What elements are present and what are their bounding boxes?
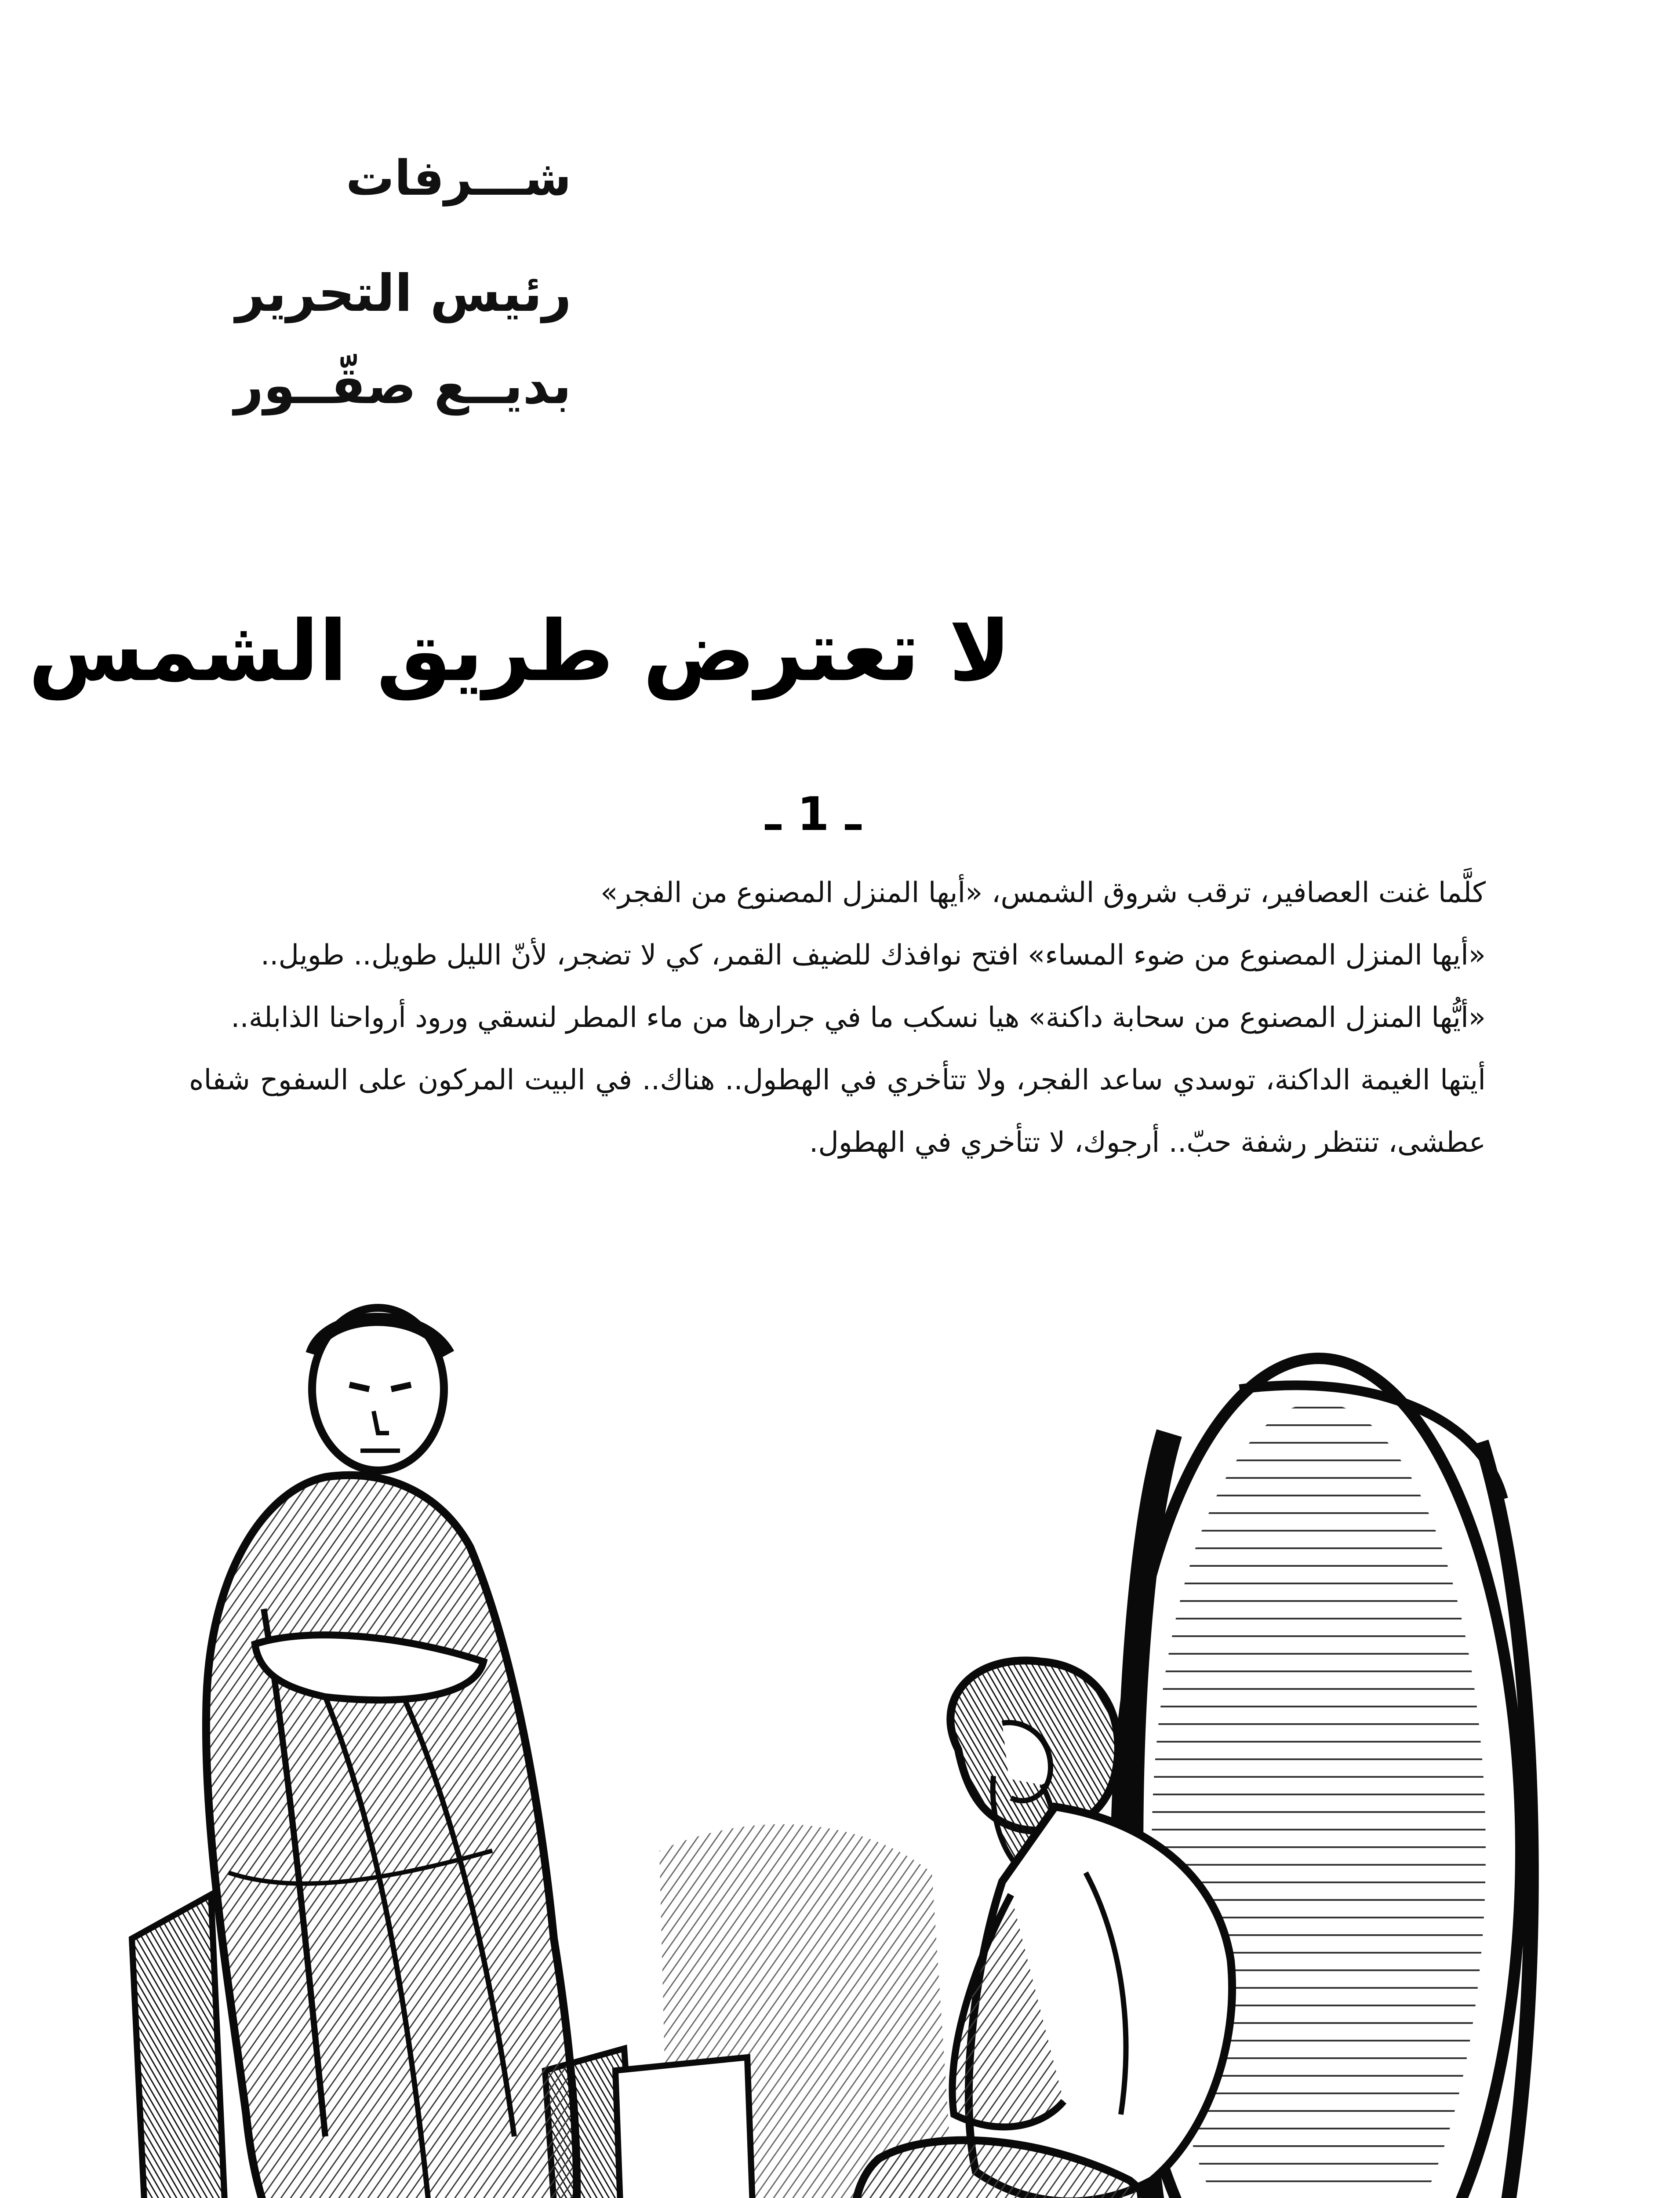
stone-block bbox=[615, 2057, 756, 2198]
article-title: لا تعترض طريق الشمس bbox=[28, 603, 1011, 700]
paragraph: «أيها المنزل المصنوع من ضوء المساء» افتح نوافذك للضيف القمر، كي لا تضجر، لأنّ الليل طويل.. طويل.. bbox=[260, 939, 1486, 972]
paragraph: أيتها الغيمة الداكنة، توسدي ساعد الفجر، ولا تتأخري في الهطول.. هناك.. في البيت المركون على السفوح شفاه عطشى، تنتظر رشفة حبّ.. أرجوك، لا تتأخري في الهطول. bbox=[189, 1064, 1486, 1159]
editor-role: رئيس التحرير bbox=[235, 264, 571, 323]
paragraph: كلَّما غنت العصافير، ترقب شروق الشمس، «أيها المنزل المصنوع من الفجر» bbox=[600, 877, 1486, 909]
section-number: ـ 1 ـ bbox=[765, 787, 861, 841]
article-body bbox=[189, 862, 1486, 1174]
editor-name: بديــع صقّــور bbox=[234, 356, 571, 415]
paragraph: «أيُّها المنزل المصنوع من سحابة داكنة» هيا نسكب ما في جرارها من ماء المطر لنسقي ورود أرواحنا الذابلة.. bbox=[231, 1001, 1486, 1034]
seated-robed-figure bbox=[132, 1308, 637, 2198]
engraving-illustration bbox=[97, 1301, 1613, 2198]
section-name: شـــرفات bbox=[345, 150, 571, 206]
engraving-svg bbox=[97, 1301, 1613, 2198]
